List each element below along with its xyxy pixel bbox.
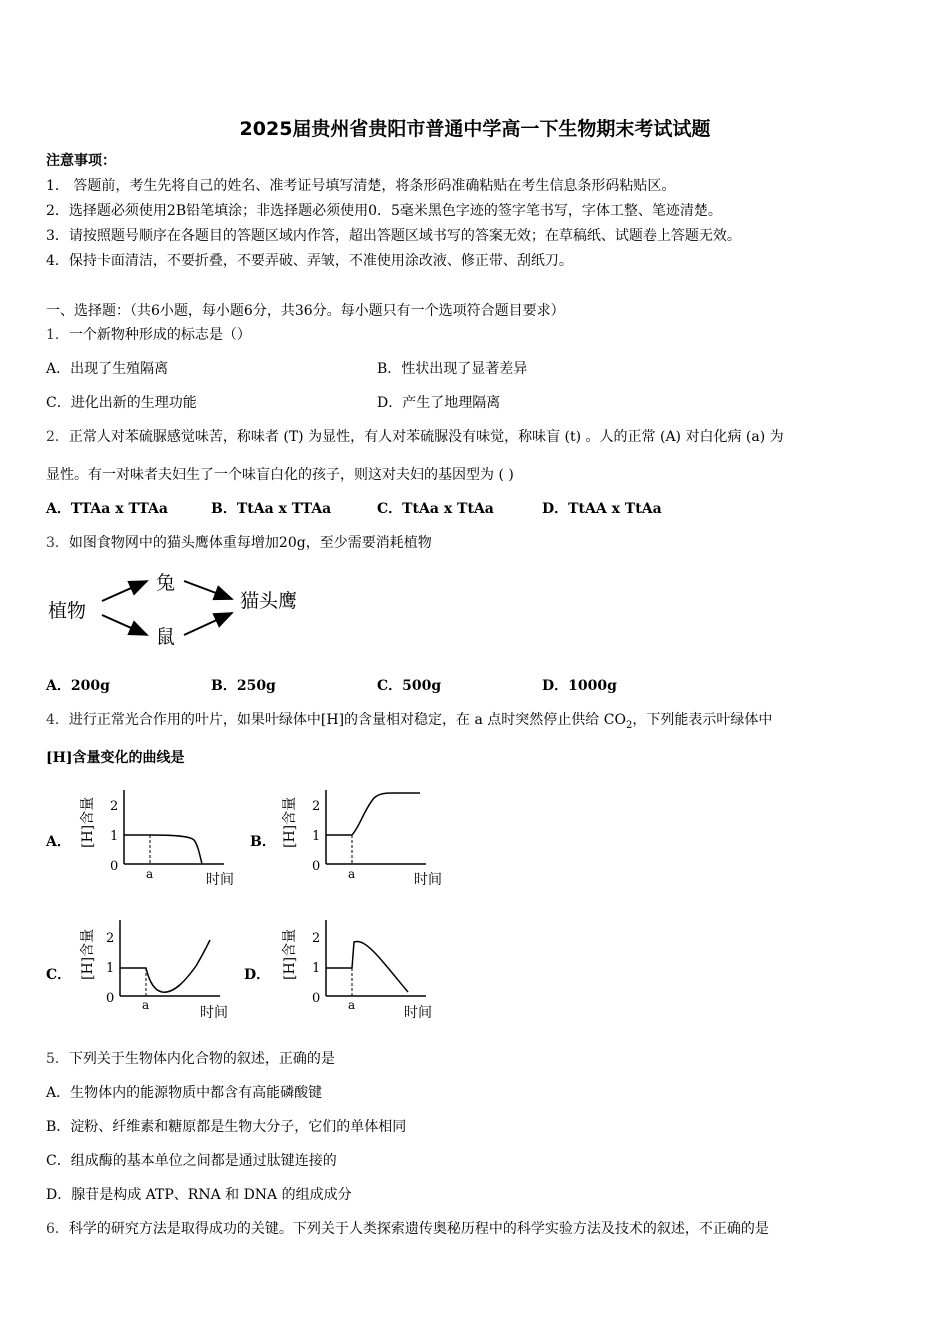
graph-xlabel: 时间 xyxy=(414,872,442,888)
curve xyxy=(326,941,408,992)
question-4-stem-line2: [H]含量变化的曲线是 xyxy=(46,750,185,766)
y-tick-0: 0 xyxy=(110,859,119,874)
curve xyxy=(326,793,420,835)
question-3-stem xyxy=(46,534,432,552)
a-tick: a xyxy=(142,998,150,1012)
q5-option-c: C．组成酶的基本单位之间都是通过肽键连接的 xyxy=(46,1153,337,1169)
q1-option-d: D．产生了地理隔离 xyxy=(377,395,501,411)
question-number: 6． xyxy=(46,1221,69,1237)
q3-option-a: A．200g xyxy=(46,678,110,694)
q4-option-a-label: A． xyxy=(46,834,71,850)
question-number: 3． xyxy=(46,535,69,551)
y-tick-1: 1 xyxy=(110,829,119,844)
graph-c xyxy=(74,918,254,1022)
question-1-stem xyxy=(46,326,251,344)
notice-item-4: 4．保持卡面清洁，不要折叠，不要弄破、弄皱，不准使用涂改液、修正带、刮纸刀。 xyxy=(46,253,573,269)
q2-option-b: B．TtAa x TTAa xyxy=(211,501,332,517)
q4-option-d-label: D． xyxy=(244,967,271,983)
question-number: 5． xyxy=(46,1051,69,1067)
food-web-diagram xyxy=(44,565,314,650)
q2-option-c: C．TtAa x TtAa xyxy=(377,501,494,517)
a-tick: a xyxy=(348,867,356,881)
notice-item-3: 3．请按照题号顺序在各题目的答题区域内作答，超出答题区域书写的答案无效；在草稿纸、试题卷上答题无效。 xyxy=(46,228,741,244)
question-text: 下列关于生物体内化合物的叙述，正确的是 xyxy=(68,1051,335,1067)
a-tick: a xyxy=(348,998,356,1012)
question-text: 如图食物网中的猫头鹰体重每增加20g，至少需要消耗植物 xyxy=(68,535,432,551)
notice-item-1: 1． 答题前，考生先将自己的姓名、准考证号填写清楚，将条形码准确粘贴在考生信息条形码粘贴区。 xyxy=(46,178,676,194)
notice-item-2: 2．选择题必须使用2B铅笔填涂；非选择题必须使用0．5毫米黑色字迹的签字笔书写，字体工整、笔迹清楚。 xyxy=(46,203,722,219)
question-2-stem-line2: 显性。有一对味者夫妇生了一个味盲白化的孩子，则这对夫妇的基因型为 ( ) xyxy=(46,467,514,483)
y-tick-2: 2 xyxy=(106,931,115,946)
food-web-rabbit-label: 兔 xyxy=(156,572,176,594)
notice-heading: 注意事项： xyxy=(46,153,116,169)
question-text: 科学的研究方法是取得成功的关键。下列关于人类探索遗传奥秘历程中的科学实验方法及技术的叙述，不正确的是 xyxy=(68,1221,769,1237)
question-text: ，下列能表示叶绿体中 xyxy=(632,712,773,728)
graph-ylabel: [H]含量 xyxy=(80,928,96,980)
y-tick-2: 2 xyxy=(110,799,119,814)
graph-d xyxy=(274,918,454,1022)
page-title: 2025届贵州省贵阳市普通中学高一下生物期末考试试题 xyxy=(239,118,711,140)
graph-b xyxy=(276,788,456,888)
food-web-plant-label: 植物 xyxy=(48,600,87,622)
graph-ylabel: [H]含量 xyxy=(80,796,96,848)
q5-option-d: D．腺苷是构成 ATP、RNA 和 DNA 的组成成分 xyxy=(46,1187,352,1203)
y-tick-2: 2 xyxy=(312,799,321,814)
question-number: 1． xyxy=(46,327,69,343)
y-tick-0: 0 xyxy=(106,991,115,1006)
q4-option-c-label: C． xyxy=(46,967,72,983)
curve xyxy=(120,940,210,992)
question-6-stem xyxy=(46,1220,769,1238)
y-tick-0: 0 xyxy=(312,991,321,1006)
q5-option-a: A．生物体内的能源物质中都含有高能磷酸键 xyxy=(46,1085,323,1101)
subscript: 2 xyxy=(625,719,633,731)
y-tick-1: 1 xyxy=(312,829,321,844)
graph-ylabel: [H]含量 xyxy=(282,796,298,848)
section-heading: 一、选择题：（共6小题，每小题6分，共36分。每小题只有一个选项符合题目要求） xyxy=(46,303,565,319)
question-text: 正常人对苯硫脲感觉味苦，称味者 (T) 为显性，有人对苯硫脲没有味觉，称味盲 (t) 。人的正常 (A) 对白化病 (a) 为 xyxy=(68,429,784,445)
arrow-rabbit-to-owl xyxy=(184,581,232,599)
q1-option-a: A．出现了生殖隔离 xyxy=(46,361,169,377)
y-tick-2: 2 xyxy=(312,931,321,946)
q1-option-b: B．性状出现了显著差异 xyxy=(377,361,528,377)
question-text: 一个新物种形成的标志是（） xyxy=(68,327,251,343)
question-4-stem-line1 xyxy=(46,711,772,735)
arrow-plant-to-mouse xyxy=(102,615,147,635)
question-number: 4． xyxy=(46,712,69,728)
food-web-owl-label: 猫头鹰 xyxy=(240,590,298,612)
graph-a xyxy=(74,788,254,888)
q3-option-b: B．250g xyxy=(211,678,276,694)
y-tick-1: 1 xyxy=(106,961,115,976)
question-text: 进行正常光合作用的叶片，如果叶绿体中[H]的含量相对稳定，在 a 点时突然停止供给 CO xyxy=(68,712,626,728)
q4-option-b-label: B． xyxy=(250,834,276,850)
question-5-stem xyxy=(46,1050,335,1068)
food-web-mouse-label: 鼠 xyxy=(156,626,176,648)
question-number: 2． xyxy=(46,429,69,445)
arrow-plant-to-rabbit xyxy=(102,581,147,601)
curve xyxy=(124,835,202,864)
y-tick-0: 0 xyxy=(312,859,321,874)
graph-xlabel: 时间 xyxy=(206,872,234,888)
q2-option-d: D．TtAA x TtAa xyxy=(542,501,662,517)
q5-option-b: B．淀粉、纤维素和糖原都是生物大分子，它们的单体相同 xyxy=(46,1119,407,1135)
graph-ylabel: [H]含量 xyxy=(282,928,298,980)
q2-option-a: A．TTAa x TTAa xyxy=(46,501,168,517)
q3-option-d: D．1000g xyxy=(542,678,617,694)
q3-option-c: C．500g xyxy=(377,678,442,694)
y-tick-1: 1 xyxy=(312,961,321,976)
q1-option-c: C．进化出新的生理功能 xyxy=(46,395,197,411)
question-2-stem-line1 xyxy=(46,428,784,446)
a-tick: a xyxy=(146,867,154,881)
arrow-mouse-to-owl xyxy=(184,613,232,635)
graph-xlabel: 时间 xyxy=(200,1005,228,1021)
graph-xlabel: 时间 xyxy=(404,1005,432,1021)
